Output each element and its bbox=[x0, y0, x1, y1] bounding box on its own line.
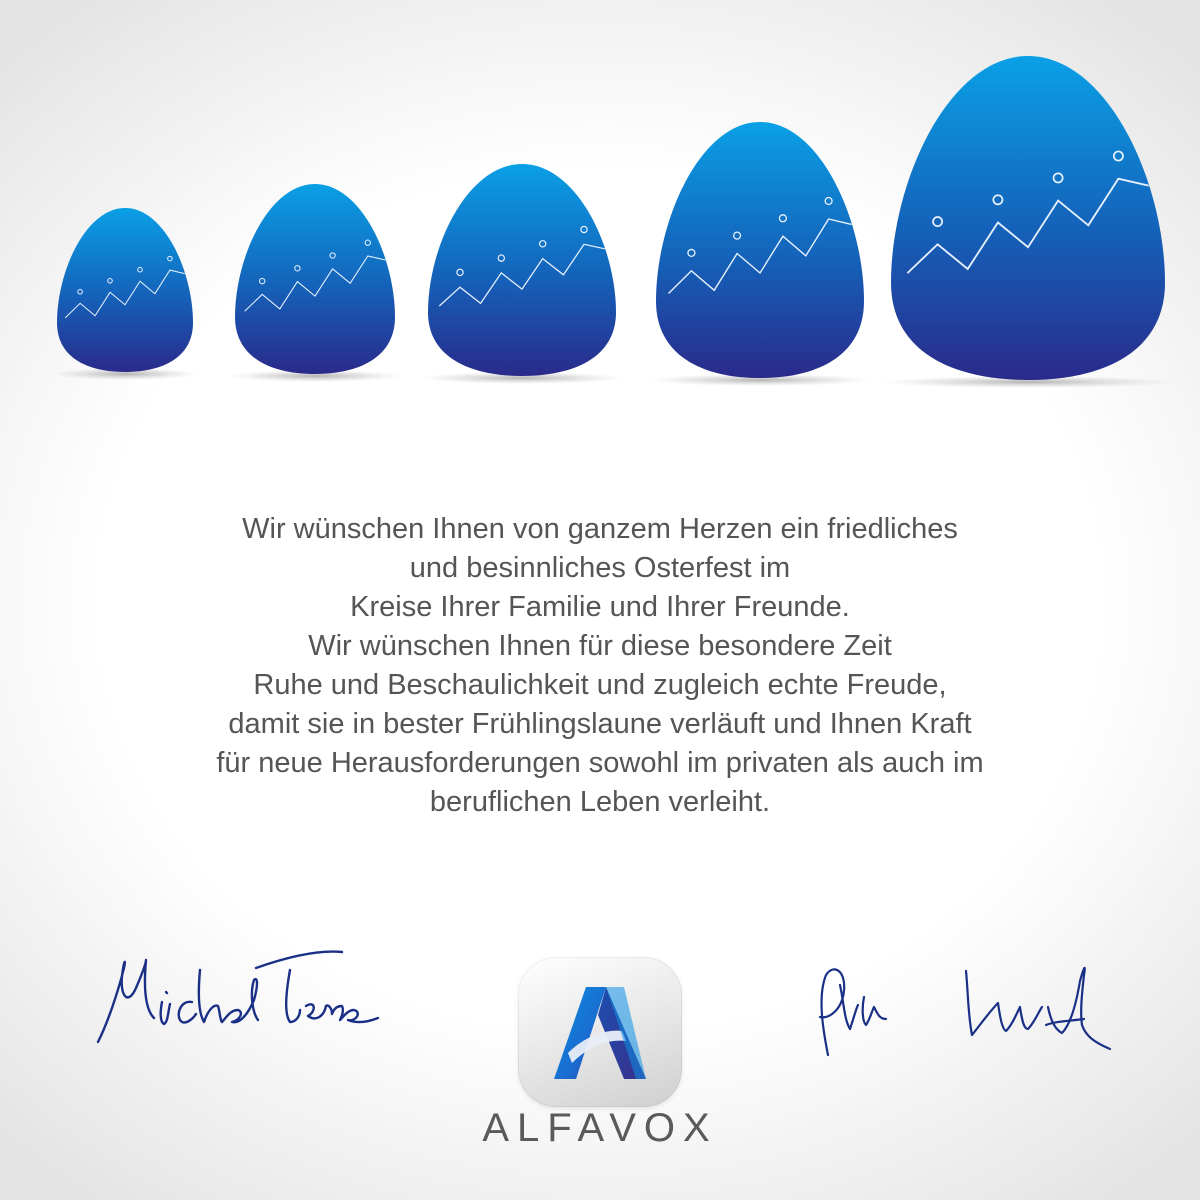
signature-left-icon bbox=[80, 930, 380, 1060]
greeting-line: Kreise Ihrer Familie und Ihrer Freunde. bbox=[350, 591, 850, 623]
easter-egg-icon bbox=[880, 56, 1176, 388]
egg-body bbox=[656, 122, 864, 378]
egg-body bbox=[891, 56, 1165, 380]
egg-body bbox=[57, 208, 193, 372]
easter-egg-icon bbox=[648, 122, 873, 386]
greeting-line: beruflichen Leben verleiht. bbox=[429, 786, 771, 818]
easter-egg-icon bbox=[229, 184, 402, 382]
greeting-line: für neue Herausforderungen sowohl im privaten als auch im bbox=[216, 747, 984, 779]
greeting-line: und besinnliches Osterfest im bbox=[409, 552, 791, 584]
greeting-line: Wir wünschen Ihnen für diese besondere Zeit bbox=[308, 630, 892, 662]
signature-right-icon bbox=[800, 945, 1130, 1075]
alfavox-logo-tile bbox=[518, 957, 682, 1107]
brand-name: ALFAVOX bbox=[482, 1106, 718, 1150]
eggs-illustration bbox=[0, 0, 1200, 400]
egg-body bbox=[428, 164, 616, 376]
greeting-message bbox=[100, 510, 1100, 822]
greeting-line: Ruhe und Beschaulichkeit und zugleich echte Freude, bbox=[253, 669, 947, 701]
greeting-line: Wir wünschen Ihnen von ganzem Herzen ein friedliches bbox=[242, 513, 958, 545]
easter-egg-icon bbox=[52, 208, 199, 380]
egg-body bbox=[235, 184, 395, 374]
greeting-line: damit sie in bester Frühlingslaune verläuft und Ihnen Kraft bbox=[228, 708, 972, 740]
easter-egg-icon bbox=[420, 164, 623, 384]
alfavox-a-logo-icon bbox=[546, 979, 654, 1085]
